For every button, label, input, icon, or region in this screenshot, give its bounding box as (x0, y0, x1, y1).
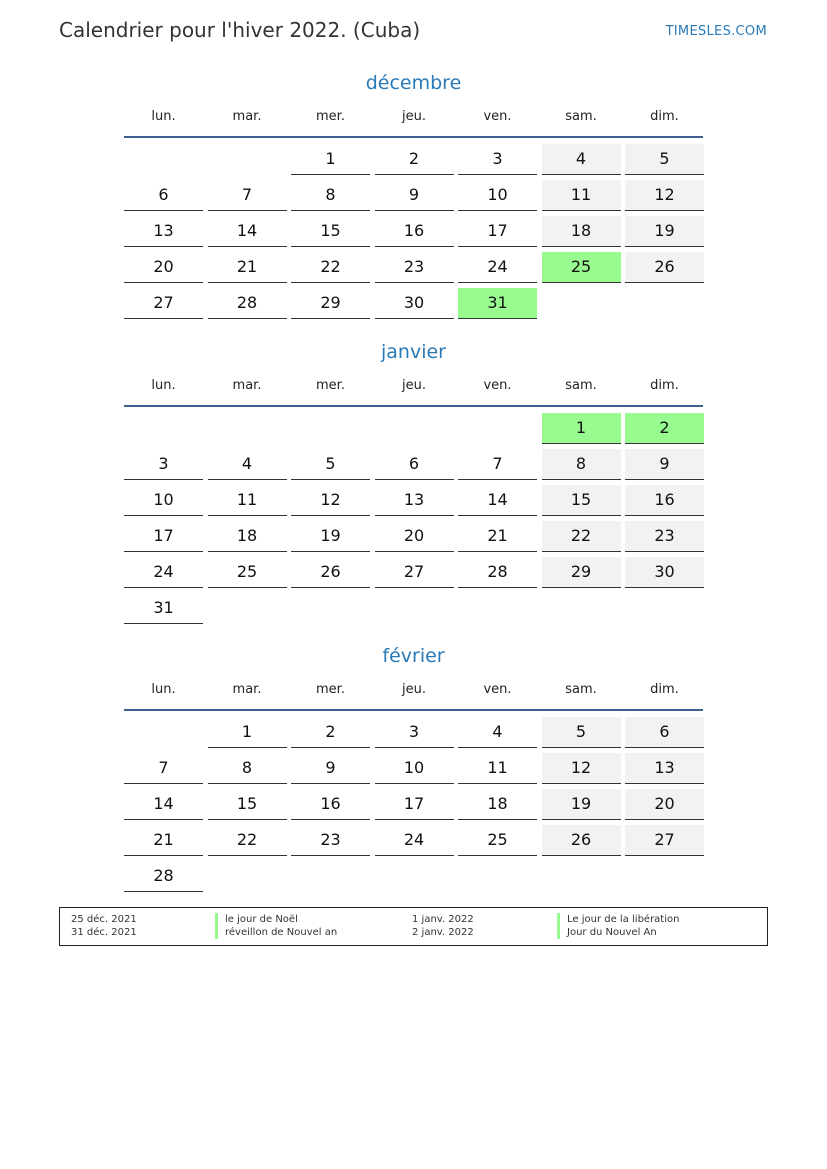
day-cell: 16 (291, 789, 370, 820)
day-cell: 12 (291, 485, 370, 516)
day-cell: 7 (124, 753, 203, 784)
month-calendar (124, 68, 703, 312)
day-cell: 4 (542, 144, 621, 175)
day-cell: 8 (291, 180, 370, 211)
day-cell: 25 (208, 557, 287, 588)
day-cell: 2 (291, 717, 370, 748)
month-title: décembre (365, 72, 462, 94)
weekday-label: lun. (151, 682, 176, 697)
day-cell: 1 (291, 144, 370, 175)
legend-date: 1 janv. 2022 (412, 914, 474, 925)
day-cell: 4 (208, 449, 287, 480)
month-calendar (124, 641, 703, 885)
day-cell: 19 (542, 789, 621, 820)
day-cell: 22 (208, 825, 287, 856)
day-cell: 23 (291, 825, 370, 856)
day-cell: 15 (542, 485, 621, 516)
weekday-label: ven. (483, 378, 512, 393)
legend-holiday-name: le jour de Noël (215, 913, 298, 926)
day-cell: 8 (208, 753, 287, 784)
day-cell: 26 (625, 252, 704, 283)
day-cell: 17 (458, 216, 537, 247)
day-cell: 24 (458, 252, 537, 283)
day-cell: 9 (625, 449, 704, 480)
weekday-label: jeu. (402, 682, 426, 697)
day-cell: 3 (124, 449, 203, 480)
day-cell: 27 (375, 557, 454, 588)
day-cell: 27 (124, 288, 203, 319)
day-cell: 23 (625, 521, 704, 552)
day-cell: 18 (542, 216, 621, 247)
day-cell: 15 (291, 216, 370, 247)
weekday-label: jeu. (402, 109, 426, 124)
day-cell: 26 (291, 557, 370, 588)
day-cell: 17 (124, 521, 203, 552)
weekday-label: ven. (483, 109, 512, 124)
day-cell: 15 (208, 789, 287, 820)
weekday-label: jeu. (402, 378, 426, 393)
day-cell: 24 (124, 557, 203, 588)
day-cell: 3 (375, 717, 454, 748)
day-cell: 14 (458, 485, 537, 516)
day-cell: 8 (542, 449, 621, 480)
day-cell: 6 (124, 180, 203, 211)
day-cell: 29 (291, 288, 370, 319)
day-cell: 11 (458, 753, 537, 784)
day-cell: 5 (542, 717, 621, 748)
weekday-label: sam. (565, 109, 597, 124)
legend-date: 2 janv. 2022 (412, 927, 474, 938)
month-title: janvier (381, 341, 446, 363)
day-cell: 27 (625, 825, 704, 856)
day-cell: 19 (625, 216, 704, 247)
day-cell: 21 (124, 825, 203, 856)
day-cell: 20 (124, 252, 203, 283)
day-cell: 26 (542, 825, 621, 856)
day-cell: 5 (625, 144, 704, 175)
holiday-day-cell: 1 (542, 413, 621, 444)
day-cell: 4 (458, 717, 537, 748)
holiday-day-cell: 31 (458, 288, 537, 319)
day-cell: 13 (625, 753, 704, 784)
day-cell: 13 (124, 216, 203, 247)
page-title: Calendrier pour l'hiver 2022. (Cuba) (59, 18, 421, 42)
day-cell: 12 (625, 180, 704, 211)
day-cell: 14 (208, 216, 287, 247)
day-cell: 21 (208, 252, 287, 283)
weekday-label: mar. (232, 378, 262, 393)
day-cell: 2 (375, 144, 454, 175)
holiday-legend (59, 907, 768, 946)
day-cell: 30 (625, 557, 704, 588)
day-cell: 28 (458, 557, 537, 588)
day-cell: 30 (375, 288, 454, 319)
day-cell: 11 (208, 485, 287, 516)
day-cell: 10 (375, 753, 454, 784)
legend-date: 31 déc. 2021 (71, 927, 137, 938)
day-cell: 12 (542, 753, 621, 784)
day-cell: 9 (375, 180, 454, 211)
holiday-day-cell: 2 (625, 413, 704, 444)
day-cell: 28 (208, 288, 287, 319)
day-cell: 7 (458, 449, 537, 480)
day-cell: 23 (375, 252, 454, 283)
day-cell: 5 (291, 449, 370, 480)
weekday-label: lun. (151, 378, 176, 393)
weekday-label: sam. (565, 378, 597, 393)
day-cell: 20 (625, 789, 704, 820)
month-calendar (124, 337, 703, 617)
day-cell: 16 (625, 485, 704, 516)
weekday-label: mer. (316, 378, 345, 393)
weekday-header (124, 375, 703, 407)
day-cell: 6 (625, 717, 704, 748)
legend-date: 25 déc. 2021 (71, 914, 137, 925)
weekday-label: ven. (483, 682, 512, 697)
day-cell: 7 (208, 180, 287, 211)
weekday-label: mar. (232, 109, 262, 124)
weekday-label: mar. (232, 682, 262, 697)
day-cell: 18 (208, 521, 287, 552)
site-link[interactable]: TIMESLES.COM (665, 24, 767, 39)
day-cell: 25 (458, 825, 537, 856)
day-cell: 10 (458, 180, 537, 211)
day-cell: 10 (124, 485, 203, 516)
day-cell: 21 (458, 521, 537, 552)
day-cell: 24 (375, 825, 454, 856)
day-cell: 31 (124, 593, 203, 624)
day-cell: 18 (458, 789, 537, 820)
day-cell: 17 (375, 789, 454, 820)
day-cell: 13 (375, 485, 454, 516)
day-cell: 28 (124, 861, 203, 892)
day-cell: 22 (542, 521, 621, 552)
day-cell: 9 (291, 753, 370, 784)
day-cell: 1 (208, 717, 287, 748)
weekday-label: lun. (151, 109, 176, 124)
legend-holiday-name: Le jour de la libération (557, 913, 679, 926)
legend-holiday-name: réveillon de Nouvel an (215, 926, 337, 939)
day-cell: 22 (291, 252, 370, 283)
weekday-label: mer. (316, 109, 345, 124)
day-cell: 29 (542, 557, 621, 588)
month-title: février (382, 645, 445, 667)
day-cell: 6 (375, 449, 454, 480)
holiday-day-cell: 25 (542, 252, 621, 283)
weekday-label: dim. (650, 378, 679, 393)
day-cell: 19 (291, 521, 370, 552)
day-cell: 16 (375, 216, 454, 247)
weekday-label: dim. (650, 682, 679, 697)
day-cell: 20 (375, 521, 454, 552)
legend-holiday-name: Jour du Nouvel An (557, 926, 657, 939)
weekday-label: sam. (565, 682, 597, 697)
weekday-header (124, 679, 703, 711)
day-cell: 11 (542, 180, 621, 211)
weekday-label: dim. (650, 109, 679, 124)
weekday-label: mer. (316, 682, 345, 697)
day-cell: 3 (458, 144, 537, 175)
day-cell: 14 (124, 789, 203, 820)
weekday-header (124, 106, 703, 138)
